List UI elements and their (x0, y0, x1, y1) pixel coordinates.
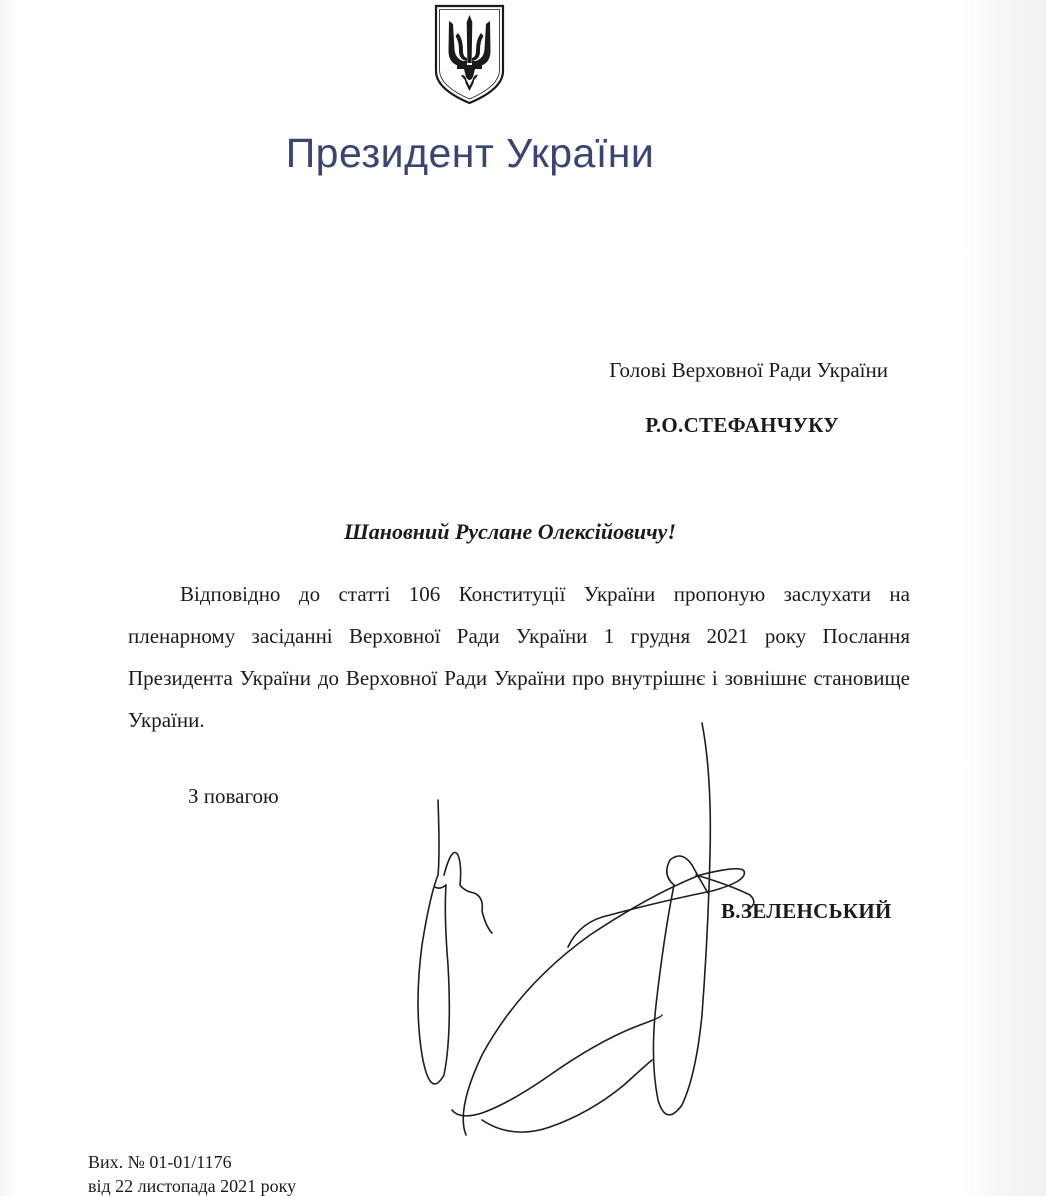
signer-name: В.ЗЕЛЕНСЬКИЙ (721, 899, 892, 923)
outgoing-reference (88, 1150, 296, 1196)
scan-shadow-left (0, 0, 18, 1196)
scan-shadow-right (962, 0, 1046, 1196)
addressee-position: Голові Верховної Ради України (609, 358, 888, 382)
addressee-name: Р.О.СТЕФАНЧУКУ (645, 413, 839, 437)
closing-phrase: З повагою (188, 784, 279, 808)
letterhead-title (0, 130, 940, 177)
handwritten-signature (400, 715, 780, 1145)
outgoing-number: Вих. № 01-01/1176 (88, 1152, 232, 1172)
salutation: Шановний Руслане Олексійовичу! (343, 519, 677, 544)
letter-body: Відповідно до статті 106 Конституції України пропоную заслухати на пленарному засіданні Верховної Ради України 1 грудня 2021 року Послання Президента України до Верховної Ради України про внутрішнє і зовнішнє становище України. (128, 582, 910, 732)
trident-coat-of-arms-icon (433, 3, 506, 106)
outgoing-date: від 22 листопада 2021 року (88, 1176, 297, 1196)
letterhead-title-text: Президент України (285, 130, 655, 176)
